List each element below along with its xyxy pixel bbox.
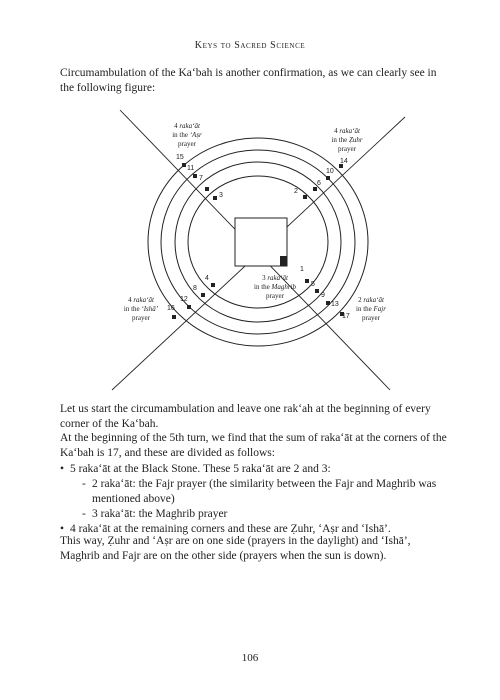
station-number-3: 3 xyxy=(219,192,223,199)
paragraph-fifth-turn: At the beginning of the 5th turn, we find that the sum of raka‘āt at the corners of the Ka‘bah is 17, and these are divided as follows: xyxy=(60,432,447,459)
station-number-9: 9 xyxy=(321,292,325,299)
svg-text:in the Ẓuhr: in the Ẓuhr xyxy=(331,136,363,144)
station-number-7: 7 xyxy=(199,175,203,182)
station-number-2: 2 xyxy=(294,188,298,195)
kabah-square xyxy=(235,218,287,266)
station-number-17: 17 xyxy=(342,313,350,320)
station-number-16: 16 xyxy=(167,305,175,312)
svg-text:4 raka‘āt: 4 raka‘āt xyxy=(128,296,154,304)
station-number-12: 12 xyxy=(180,296,188,303)
page-number: 106 xyxy=(241,652,259,664)
svg-text:in the ‘Ishā’: in the ‘Ishā’ xyxy=(123,305,159,313)
svg-text:prayer: prayer xyxy=(132,314,150,322)
svg-text:prayer: prayer xyxy=(338,145,356,153)
svg-text:prayer: prayer xyxy=(362,314,380,322)
label-zuhr-corner xyxy=(331,127,362,153)
station-number-15: 15 xyxy=(176,154,184,161)
paragraph-conclusion: This way, Ẓuhr and ‘Aṣr are on one side (prayers in the daylight) and ‘Ishā’, Maghrib and Fajr are on the other side (prayers when the sun is down). xyxy=(60,535,411,562)
svg-text:in the ‘Aṣr: in the ‘Aṣr xyxy=(172,131,202,139)
list-item-remaining-corners: • 4 raka‘āt at the remaining corners and these are Ẓuhr, ‘Aṣr and ‘Ishā’. xyxy=(60,522,450,537)
label-asr-corner xyxy=(172,122,202,148)
station-number-1: 1 xyxy=(300,266,304,273)
station-number-8: 8 xyxy=(193,285,197,292)
list-item-black-stone: • 5 raka‘āt at the Black Stone. These 5 raka‘āt are 2 and 3: - 2 raka‘āt: the Fajr prayer (the similarity between the Fajr and Maghrib was mentioned above) - 3 raka‘āt: the Maghrib prayer xyxy=(60,462,450,522)
station-number-6: 6 xyxy=(317,180,321,187)
sub-item-maghrib: - 3 raka‘āt: the Maghrib prayer xyxy=(82,507,450,522)
label-fajr-corner xyxy=(356,296,386,322)
label-isha-corner xyxy=(124,296,159,322)
svg-text:prayer: prayer xyxy=(178,140,196,148)
rakaat-division-list xyxy=(60,462,450,537)
svg-text:2 raka‘āt: 2 raka‘āt xyxy=(358,296,384,304)
svg-text:in the Fajr: in the Fajr xyxy=(356,305,386,313)
kabah-circumambulation-figure xyxy=(80,100,410,396)
black-stone-marker xyxy=(280,256,287,266)
station-number-10: 10 xyxy=(326,168,334,175)
label-maghrib-center xyxy=(254,274,297,300)
svg-text:in the Maghrib: in the Maghrib xyxy=(254,283,296,291)
station-number-11: 11 xyxy=(187,165,195,172)
paragraph-circumambulation-start: Let us start the circumambulation and leave one rak‘ah at the beginning of every corner of the Ka‘bah. xyxy=(60,403,431,430)
svg-text:3 raka‘āt: 3 raka‘āt xyxy=(262,274,288,282)
intro-paragraph: Circumambulation of the Ka‘bah is another confirmation, as we can clearly see in the following figure: xyxy=(60,67,437,94)
station-number-13: 13 xyxy=(331,301,339,308)
running-header: Keys to Sacred Science xyxy=(194,40,306,51)
svg-text:4 raka‘āt: 4 raka‘āt xyxy=(174,122,200,130)
station-number-5: 5 xyxy=(311,281,315,288)
station-number-4: 4 xyxy=(205,275,209,282)
svg-text:prayer: prayer xyxy=(266,292,284,300)
sub-item-fajr: - 2 raka‘āt: the Fajr prayer (the similarity between the Fajr and Maghrib was mentioned above) xyxy=(82,477,450,507)
station-number-14: 14 xyxy=(340,158,348,165)
svg-text:4 raka‘āt: 4 raka‘āt xyxy=(334,127,360,135)
